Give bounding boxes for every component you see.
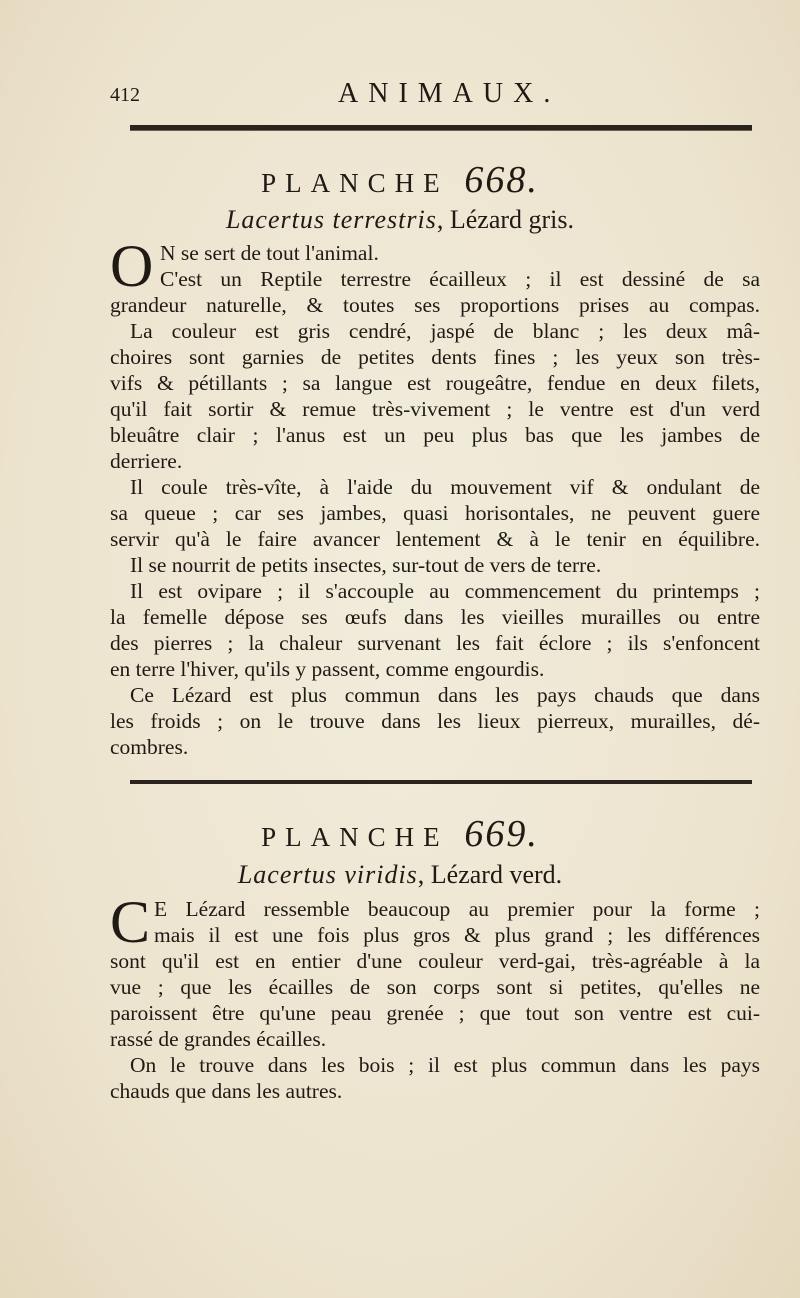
text-line: Ce Lézard est plus commun dans les pays chauds que dans [130,683,760,707]
text-line: vifs & pétillants ; sa langue est rougeâtre, fendue en deux filets, [110,371,760,395]
running-title: ANIMAUX. [338,78,561,109]
text-line: rassé de grandes écailles. [110,1027,327,1051]
text-line: La couleur est gris cendré, jaspé de blanc ; les deux mâ- [130,319,760,343]
text-line: les froids ; on le trouve dans les lieux pierreux, murailles, dé- [110,709,760,733]
plate-669-heading [0,812,800,856]
text-line: C'est un Reptile terrestre écailleux ; il est dessiné de sa [160,267,760,291]
common-name: , Lézard verd. [417,860,563,889]
common-name: , Lézard gris. [436,205,575,234]
header-rule [130,125,752,131]
plate-668-text [110,240,760,760]
plate-668-species [0,205,800,235]
text-line: paroissent être qu'une peau grenée ; que tout son ventre est cui- [110,1001,760,1025]
text-line: Il est ovipare ; il s'accouple au commencement du printemps ; [130,579,760,603]
text-line: sa queue ; car ses jambes, quasi horisontales, ne peuvent guere [110,501,760,525]
text-line: la femelle dépose ses œufs dans les vieilles murailles ou entre [110,605,760,629]
page-number: 412 [110,84,140,106]
plate-668-heading [0,158,800,202]
text-line: servir qu'à le faire avancer lentement & à le tenir en équilibre. [110,527,760,551]
drop-cap-c: C [110,889,151,955]
plate-label: PLANCHE [261,168,449,198]
text-line: en terre l'hiver, qu'ils y passent, comme engourdis. [110,657,545,681]
drop-cap-o: O [110,233,154,299]
text-line: choires sont garnies de petites dents fines ; les yeux son très- [110,345,760,369]
text-line: derriere. [110,449,183,473]
text-line: vue ; que les écailles de son corps sont si petites, qu'elles ne [110,975,760,999]
plate-669-text [110,896,760,1104]
text-line: bleuâtre clair ; l'anus est un peu plus bas que les jambes de [110,423,760,447]
latin-name: Lacertus terrestris [225,205,437,234]
text-line: combres. [110,735,189,759]
page-header [110,78,710,118]
text-line: Il coule très-vîte, à l'aide du mouvement vif & ondulant de [130,475,760,499]
text-line: E Lézard ressemble beaucoup au premier pour la forme ; [154,897,760,921]
text-line: N se sert de tout l'animal. [160,241,379,265]
plate-669-species [0,860,800,890]
text-line: chauds que dans les autres. [110,1079,343,1103]
plate-number: 668. [464,159,539,201]
plate-number: 669. [464,813,539,855]
latin-name: Lacertus viridis [237,860,418,889]
text-line: grandeur naturelle, & toutes ses proportions prises au compas. [110,293,760,317]
text-line: des pierres ; la chaleur survenant les fait éclore ; ils s'enfoncent [110,631,760,655]
plate-label: PLANCHE [261,822,449,852]
text-line: sont qu'il est en entier d'une couleur verd-gai, très-agréable à la [110,949,760,973]
section-rule [130,780,752,784]
text-line: mais il est une fois plus gros & plus grand ; les différences [154,923,760,947]
text-line: Il se nourrit de petits insectes, sur-tout de vers de terre. [130,553,602,577]
text-line: qu'il fait sortir & remue très-vivement ; le ventre est d'un verd [110,397,760,421]
text-line: On le trouve dans les bois ; il est plus commun dans les pays [130,1053,760,1077]
